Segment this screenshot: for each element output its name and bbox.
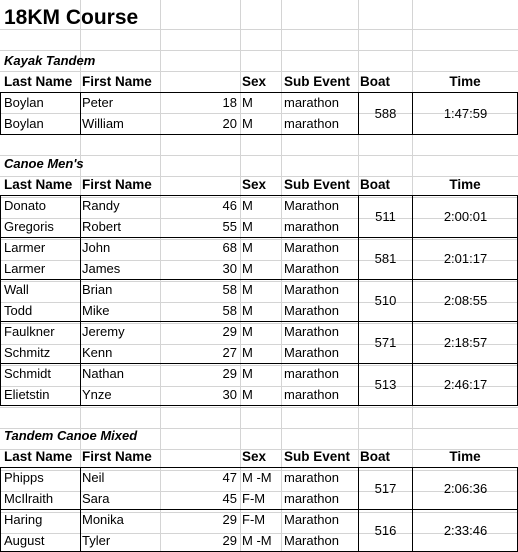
boat-number-cell: 510	[374, 292, 397, 308]
grid-row-line	[0, 29, 518, 30]
first-name-cell: Brian	[82, 282, 113, 297]
last-name-cell: Faulkner	[4, 324, 55, 339]
sub-event-cell: Marathon	[284, 324, 339, 339]
age-cell: 29	[222, 366, 237, 381]
section-title: Kayak Tandem	[4, 53, 96, 68]
sub-event-cell: Marathon	[284, 512, 339, 527]
sex-cell: M	[242, 116, 253, 131]
header-time: Time	[449, 177, 481, 192]
sub-event-cell: Marathon	[284, 533, 339, 548]
age-cell: 18	[222, 95, 237, 110]
sex-cell: M	[242, 261, 253, 276]
age-cell: 29	[222, 324, 237, 339]
sex-cell: F-M	[242, 512, 266, 527]
first-name-cell: Tyler	[82, 533, 111, 548]
header-last-name: Last Name	[4, 449, 73, 464]
age-cell: 68	[222, 240, 237, 255]
sex-cell: M	[242, 198, 253, 213]
finish-time-cell: 2:18:57	[443, 334, 488, 350]
header-time: Time	[449, 449, 481, 464]
boat-number-cell: 516	[374, 522, 397, 538]
last-name-cell: Todd	[4, 303, 33, 318]
boat-group-divider	[80, 279, 81, 322]
boat-number-cell: 581	[374, 250, 397, 266]
sub-event-cell: marathon	[284, 470, 339, 485]
age-cell: 29	[222, 533, 237, 548]
header-last-name: Last Name	[4, 177, 73, 192]
sex-cell: F-M	[242, 491, 266, 506]
finish-time-cell: 2:33:46	[443, 522, 488, 538]
first-name-cell: Ynze	[82, 387, 112, 402]
boat-group-divider	[80, 467, 81, 510]
sub-event-cell: marathon	[284, 116, 339, 131]
sex-cell: M	[242, 240, 253, 255]
last-name-cell: August	[4, 533, 45, 548]
first-name-cell: Peter	[82, 95, 114, 110]
sub-event-cell: Marathon	[284, 282, 339, 297]
last-name-cell: McIlraith	[4, 491, 54, 506]
header-boat: Boat	[360, 177, 390, 192]
header-first-name: First Name	[82, 449, 152, 464]
first-name-cell: Nathan	[82, 366, 124, 381]
header-sub-event: Sub Event	[284, 177, 351, 192]
header-last-name: Last Name	[4, 74, 73, 89]
first-name-cell: Neil	[82, 470, 105, 485]
boat-group-divider	[80, 363, 81, 406]
boat-number-cell: 588	[374, 105, 397, 121]
last-name-cell: Schmidt	[4, 366, 51, 381]
first-name-cell: Robert	[82, 219, 122, 234]
age-cell: 55	[222, 219, 237, 234]
header-sex: Sex	[242, 449, 267, 464]
finish-time-cell: 2:08:55	[443, 292, 488, 308]
section-title: Tandem Canoe Mixed	[4, 428, 138, 443]
finish-time-cell: 2:00:01	[443, 208, 488, 224]
age-cell: 45	[222, 491, 237, 506]
age-cell: 30	[222, 261, 237, 276]
first-name-cell: Kenn	[82, 345, 113, 360]
section-title: Canoe Men's	[4, 156, 84, 171]
sex-cell: M	[242, 95, 253, 110]
boat-group-divider	[80, 195, 81, 238]
age-cell: 58	[222, 282, 237, 297]
last-name-cell: Larmer	[4, 261, 46, 276]
last-name-cell: Wall	[4, 282, 29, 297]
header-sex: Sex	[242, 177, 267, 192]
age-cell: 30	[222, 387, 237, 402]
header-boat: Boat	[360, 74, 390, 89]
age-cell: 20	[222, 116, 237, 131]
sex-cell: M -M	[242, 470, 272, 485]
header-first-name: First Name	[82, 74, 152, 89]
sex-cell: M	[242, 303, 253, 318]
header-first-name: First Name	[82, 177, 152, 192]
first-name-cell: Sara	[82, 491, 110, 506]
last-name-cell: Haring	[4, 512, 43, 527]
first-name-cell: Monika	[82, 512, 124, 527]
sex-cell: M	[242, 282, 253, 297]
sub-event-cell: Marathon	[284, 303, 339, 318]
first-name-cell: William	[82, 116, 124, 131]
sex-cell: M	[242, 387, 253, 402]
boat-number-cell: 571	[374, 334, 397, 350]
sub-event-cell: marathon	[284, 95, 339, 110]
boat-group-divider	[80, 321, 81, 364]
grid-row-line	[0, 407, 518, 408]
sex-cell: M	[242, 366, 253, 381]
header-sub-event: Sub Event	[284, 449, 351, 464]
age-cell: 58	[222, 303, 237, 318]
boat-group-divider	[80, 509, 81, 552]
last-name-cell: Gregoris	[4, 219, 54, 234]
first-name-cell: James	[82, 261, 121, 276]
last-name-cell: Phipps	[4, 470, 44, 485]
first-name-cell: Jeremy	[82, 324, 125, 339]
sub-event-cell: marathon	[284, 387, 339, 402]
finish-time-cell: 2:01:17	[443, 250, 488, 266]
sub-event-cell: Marathon	[284, 198, 339, 213]
boat-group-divider	[80, 237, 81, 280]
sex-cell: M -M	[242, 533, 272, 548]
last-name-cell: Boylan	[4, 95, 44, 110]
header-sub-event: Sub Event	[284, 74, 351, 89]
last-name-cell: Donato	[4, 198, 46, 213]
finish-time-cell: 1:47:59	[443, 105, 488, 121]
finish-time-cell: 2:06:36	[443, 480, 488, 496]
first-name-cell: Randy	[82, 198, 120, 213]
last-name-cell: Boylan	[4, 116, 44, 131]
sub-event-cell: marathon	[284, 366, 339, 381]
header-sex: Sex	[242, 74, 267, 89]
header-boat: Boat	[360, 449, 390, 464]
first-name-cell: Mike	[82, 303, 110, 318]
first-name-cell: John	[82, 240, 111, 255]
boat-group-divider	[80, 92, 81, 135]
sub-event-cell: marathon	[284, 219, 339, 234]
age-cell: 29	[222, 512, 237, 527]
age-cell: 47	[222, 470, 237, 485]
sex-cell: M	[242, 324, 253, 339]
boat-number-cell: 511	[375, 208, 396, 224]
sub-event-cell: marathon	[284, 491, 339, 506]
last-name-cell: Larmer	[4, 240, 46, 255]
age-cell: 46	[222, 198, 237, 213]
page-title: 18KM Course	[4, 6, 139, 29]
boat-number-cell: 517	[374, 480, 397, 496]
sub-event-cell: Marathon	[284, 345, 339, 360]
finish-time-cell: 2:46:17	[443, 376, 488, 392]
last-name-cell: Elietstin	[4, 387, 50, 402]
sex-cell: M	[242, 345, 253, 360]
boat-number-cell: 513	[374, 376, 397, 392]
age-cell: 27	[222, 345, 237, 360]
sub-event-cell: Marathon	[284, 240, 339, 255]
header-time: Time	[449, 74, 481, 89]
sub-event-cell: Marathon	[284, 261, 339, 276]
sex-cell: M	[242, 219, 253, 234]
last-name-cell: Schmitz	[4, 345, 51, 360]
